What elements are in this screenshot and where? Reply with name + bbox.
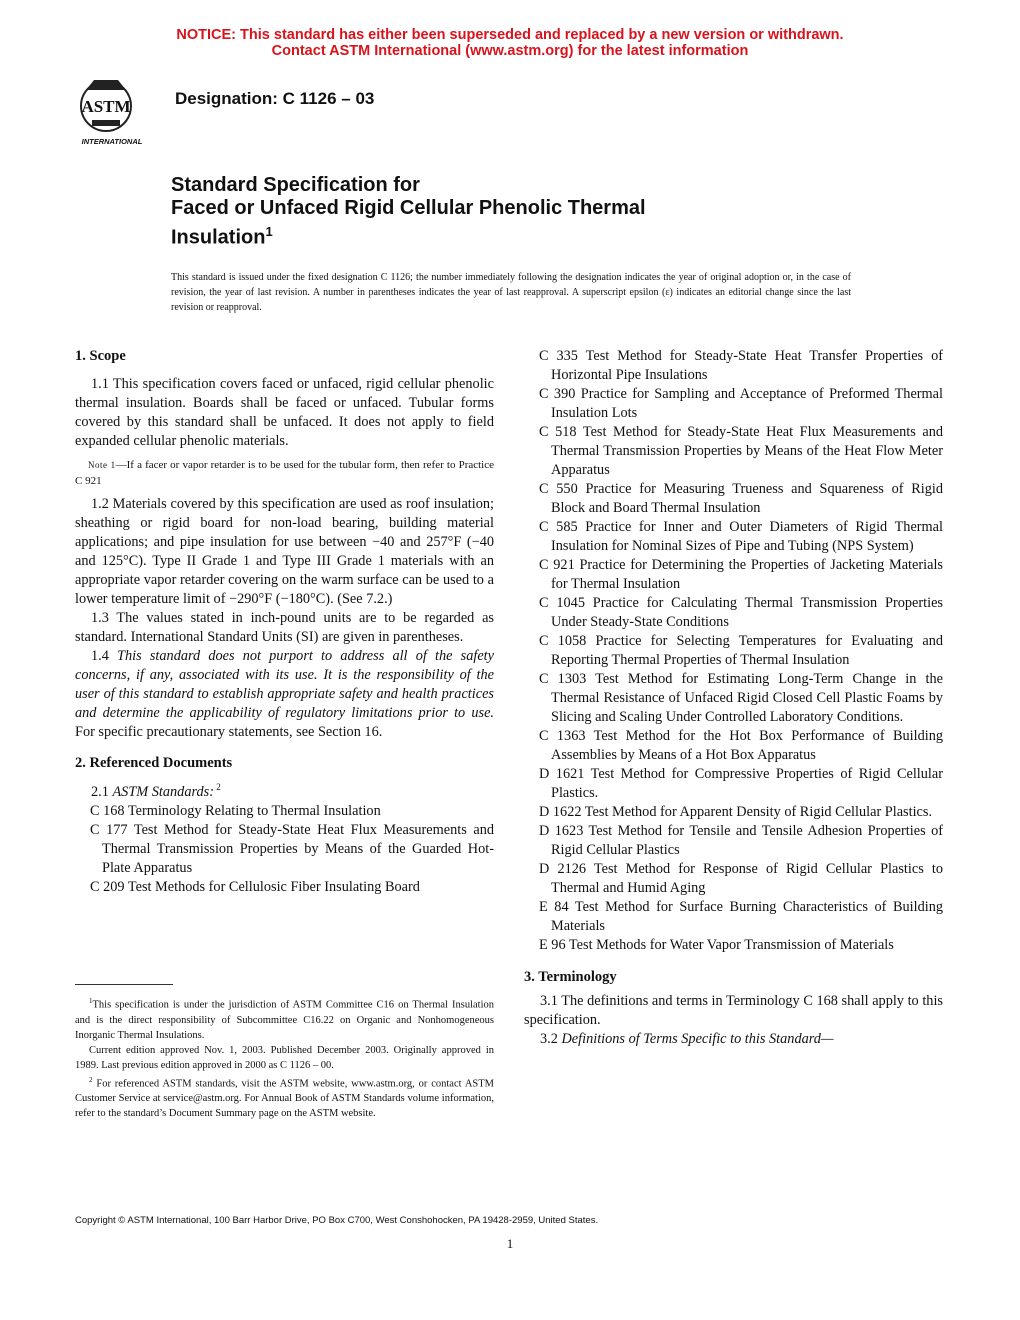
referenced-documents-heading: 2. Referenced Documents xyxy=(75,755,233,771)
scope-1-4: 1.4 This standard does not purport to address all of the safety concerns, if any, associated with its use. It is the responsibility of the user of this standard to establish appropriate safety and health practices and determine the applicability of regulatory limitations prior to use. For specific precautionary statements, see Section 16. xyxy=(75,648,494,740)
reference-item: C 177 Test Method for Steady-State Heat Flux Measurements and Thermal Transmission Properties by Means of the Guarded Hot-Plate Apparatus xyxy=(90,821,494,876)
title-footnote-mark: 1 xyxy=(265,224,273,239)
footnote-rule xyxy=(75,984,173,985)
copyright: Copyright © ASTM International, 100 Barr Harbor Drive, PO Box C700, West Conshohocken, PA 19428-2959, United States. xyxy=(75,1215,599,1226)
logo-sub: INTERNATIONAL xyxy=(81,137,143,146)
issuance-note: This standard is issued under the fixed designation C 1126; the number immediately following the designation indicates the year of original adoption or, in the case of revision, the year of last revision. A number in parentheses indicates the year of last reapproval. A superscript epsilon (ε) indicates an editorial change since the last revision or reapproval. xyxy=(171,272,851,313)
scope-1-1: 1.1 This specification covers faced or unfaced, rigid cellular phenolic thermal insulation. Boards shall be faced or unfaced. Tubular forms covered by this standard shall be unfaced. It does not apply to field expanded cellular phenolic materials. xyxy=(75,376,494,449)
title-line-1: Standard Specification for xyxy=(171,174,420,196)
scope-1-3: 1.3 The values stated in inch-pound units are to be regarded as standard. International Standard Units (SI) are given in parentheses. xyxy=(75,610,494,645)
reference-item: C 585 Practice for Inner and Outer Diameters of Rigid Thermal Insulation for Nominal Sizes of Pipe and Tubing (NPS System) xyxy=(539,519,943,554)
terminology-3-1: 3.1 The definitions and terms in Terminology C 168 shall apply to this specification. xyxy=(524,993,943,1028)
reference-item: C 335 Test Method for Steady-State Heat Transfer Properties of Horizontal Pipe Insulations xyxy=(539,348,943,383)
scope-1-2: 1.2 Materials covered by this specification are used as roof insulation; sheathing or rigid board for non-load bearing, building material applications; and pipe insulation for use between −40 and 257°F (−40 and 125°C). Type II Grade 1 and Type III Grade 1 materials with an appropriate vapor retarder covering on the warm surface can be used to a lower temperature limit of −290°F (−180°C). (See 7.2.) xyxy=(75,496,494,607)
reference-item: C 1303 Test Method for Estimating Long-Term Change in the Thermal Resistance of Unfaced Rigid Closed Cell Plastic Foams by Slicing and Scaling Under Controlled Laboratory Conditions. xyxy=(539,671,943,725)
notice-line-1: NOTICE: This standard has either been superseded and replaced by a new version or withdrawn. xyxy=(176,27,844,43)
designation: Designation: C 1126 – 03 xyxy=(175,89,375,108)
footnote-1: $^1$This specification is under the jurisdiction of ASTM Committee C16 on Thermal Insulation and is the direct responsibility of Subcommittee C16.22 on Organic and Nonhomogeneous Inorganic Thermal Insulations. xyxy=(75,997,494,1041)
reference-item: C 518 Test Method for Steady-State Heat Flux Measurements and Thermal Transmission Properties by Means of the Heat Flow Meter Apparatus xyxy=(539,424,943,478)
reference-item: E 96 Test Methods for Water Vapor Transmission of Materials xyxy=(539,937,894,953)
scope-heading: 1. Scope xyxy=(75,348,126,364)
astm-standards-subheading: 2.1 ASTM Standards: $^2$ xyxy=(91,782,221,800)
reference-item: C 168 Terminology Relating to Thermal Insulation xyxy=(90,802,381,819)
note-1: Note 1—If a facer or vapor retarder is to be used for the tubular form, then refer to Practice C 921 xyxy=(75,459,494,487)
reference-item: C 1058 Practice for Selecting Temperatures for Evaluating and Reporting Thermal Properties of Thermal Insulation xyxy=(539,633,943,668)
terminology-3-2: 3.2 Definitions of Terms Specific to this Standard— xyxy=(540,1031,834,1047)
right-column xyxy=(524,347,943,1049)
reference-item: D 2126 Test Method for Response of Rigid Cellular Plastics to Thermal and Humid Aging xyxy=(539,861,943,896)
reference-item: C 390 Practice for Sampling and Acceptance of Preformed Thermal Insulation Lots xyxy=(539,386,943,421)
reference-item: E 84 Test Method for Surface Burning Characteristics of Building Materials xyxy=(539,899,943,934)
reference-item: C 550 Practice for Measuring Trueness and Squareness of Rigid Block and Board Thermal Insulation xyxy=(539,481,943,516)
footnote-2: $^2$ For referenced ASTM standards, visit the ASTM website, www.astm.org, or contact ASTM Customer Service at service@astm.org. For Annual Book of ASTM Standards volume information, refer to the standard’s Document Summary page on the ASTM website. xyxy=(75,1075,494,1119)
terminology-heading: 3. Terminology xyxy=(524,969,617,985)
footnote-1-edition: Current edition approved Nov. 1, 2003. Published December 2003. Originally approved in 1989. Last previous edition approved in 2000 as C 1126 – 00. xyxy=(75,1044,494,1071)
logo-word: ASTM xyxy=(81,97,131,116)
withdrawal-notice xyxy=(0,27,1020,59)
reference-item: C 1363 Test Method for the Hot Box Performance of Building Assemblies by Means of a Hot Box Apparatus xyxy=(539,728,943,763)
title-line-2: Faced or Unfaced Rigid Cellular Phenolic Thermal xyxy=(171,197,646,219)
page-number: 1 xyxy=(506,1236,514,1251)
notice-line-2: Contact ASTM International (www.astm.org) for the latest information xyxy=(271,43,749,59)
document-title xyxy=(171,174,646,250)
reference-item: C 1045 Practice for Calculating Thermal Transmission Properties Under Steady-State Conditions xyxy=(539,595,943,630)
reference-item: D 1621 Test Method for Compressive Properties of Rigid Cellular Plastics. xyxy=(539,766,943,801)
reference-item: C 209 Test Methods for Cellulosic Fiber Insulating Board xyxy=(90,878,420,895)
title-line-3: Insulation$^1$ xyxy=(171,224,273,249)
astm-logo xyxy=(62,76,162,148)
footnotes xyxy=(75,994,494,1121)
left-column xyxy=(75,347,494,897)
reference-item: D 1622 Test Method for Apparent Density of Rigid Cellular Plastics. xyxy=(539,804,933,820)
reference-item: D 1623 Test Method for Tensile and Tensile Adhesion Properties of Rigid Cellular Plastics xyxy=(539,823,943,858)
reference-item: C 921 Practice for Determining the Properties of Jacketing Materials for Thermal Insulation xyxy=(539,557,943,592)
